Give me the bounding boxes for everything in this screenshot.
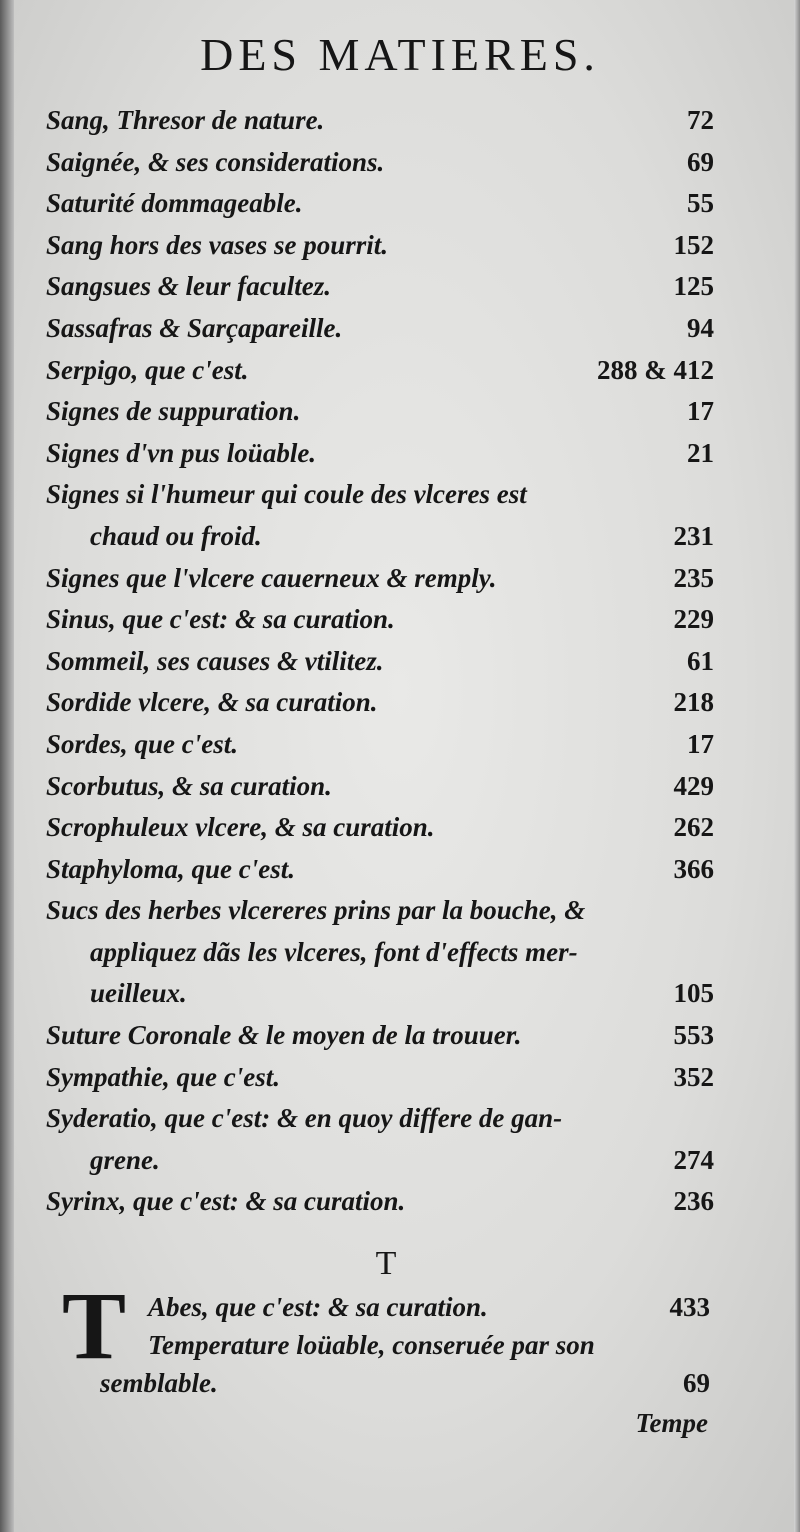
index-entry [46, 142, 714, 184]
index-entry [46, 1057, 714, 1099]
index-entry [46, 558, 714, 600]
index-entry-continuation [46, 932, 714, 974]
section-t-entries [60, 1272, 710, 1402]
running-head: DES MATIERES. [200, 29, 600, 80]
index-entry [46, 391, 714, 433]
entry-text: Sassafras & Sarçapareille. [46, 312, 343, 343]
entry-text: Temperature loüable, conseruée par son [148, 1330, 595, 1360]
entry-text: Sang hors des vases se pourrit. [46, 229, 389, 260]
entry-page: 229 [673, 604, 714, 635]
index-entry [46, 183, 714, 225]
entry-text: Suture Coronale & le moyen de la trouuer. [46, 1020, 522, 1051]
index-entry [46, 766, 714, 808]
entry-text: Sucs des herbes vlcereres prins par la bouche, & [46, 895, 586, 926]
index-entry [46, 724, 714, 766]
index-entry [60, 1288, 710, 1326]
entry-page: 69 [687, 146, 714, 177]
entry-text: Signes de suppuration. [46, 396, 301, 427]
entry-text: Syderatio, que c'est: & en quoy differe de gan- [46, 1103, 563, 1134]
entry-text: Serpigo, que c'est. [46, 354, 249, 385]
entry-text: chaud ou froid. [90, 520, 262, 551]
index-entry [46, 890, 714, 932]
entry-page: 125 [673, 271, 714, 302]
index-entry-continuation [46, 516, 714, 558]
entry-page: 94 [687, 312, 714, 343]
index-entry [46, 1098, 714, 1140]
entry-text: Signes que l'vlcere cauerneux & remply. [46, 562, 497, 593]
entry-text: Saturité dommageable. [46, 188, 303, 219]
entry-text: Signes si l'humeur qui coule des vlceres est [46, 479, 527, 510]
index-entry [46, 225, 714, 267]
drop-cap: T [62, 1272, 127, 1379]
entry-page: 236 [673, 1186, 714, 1217]
index-entry [46, 100, 714, 142]
entry-page: 553 [673, 1020, 714, 1051]
index-entry [60, 1326, 710, 1364]
entry-text: Sang, Thresor de nature. [46, 105, 325, 135]
entry-page: 17 [687, 728, 714, 759]
entry-text: Sinus, que c'est: & sa curation. [46, 604, 395, 635]
entry-text: Abes, que c'est: & sa curation. [148, 1292, 488, 1322]
entry-text: appliquez dãs les vlceres, font d'effects mer- [90, 936, 578, 967]
index-entry [46, 807, 714, 849]
index-entry-continuation [60, 1364, 710, 1402]
entry-text: Sympathie, que c'est. [46, 1061, 280, 1092]
index-entry [46, 599, 714, 641]
entry-text: Saignée, & ses considerations. [46, 146, 385, 177]
entry-text: Sangsues & leur facultez. [46, 271, 332, 302]
entry-page: 262 [673, 812, 714, 843]
index-entries [46, 100, 714, 1223]
entry-page: 69 [683, 1368, 710, 1398]
index-entry-continuation [46, 1140, 714, 1182]
page-gutter-shadow [0, 0, 14, 1532]
index-entry [46, 641, 714, 683]
entry-page: 274 [673, 1144, 714, 1175]
index-entry [46, 350, 714, 392]
entry-page: 231 [673, 520, 714, 551]
entry-page: 352 [673, 1061, 714, 1092]
entry-page: 72 [687, 105, 714, 135]
index-entry-continuation [46, 973, 714, 1015]
entry-page: 433 [669, 1292, 710, 1322]
index-entry [46, 849, 714, 891]
entry-text: Scrophuleux vlcere, & sa curation. [46, 812, 435, 843]
entry-text: Signes d'vn pus loüable. [46, 437, 317, 468]
index-entry [46, 474, 714, 516]
entry-text: Syrinx, que c'est: & sa curation. [46, 1186, 406, 1217]
entry-page: 61 [687, 645, 714, 676]
index-entry [46, 308, 714, 350]
entry-page: 17 [687, 396, 714, 427]
index-entry [46, 1015, 714, 1057]
index-entry [46, 433, 714, 475]
entry-text: Scorbutus, & sa curation. [46, 770, 332, 801]
entry-text: Sordide vlcere, & sa curation. [46, 687, 378, 718]
entry-page: 152 [673, 229, 714, 260]
entry-text: ueilleux. [90, 978, 187, 1009]
entry-text: Staphyloma, que c'est. [46, 853, 295, 884]
catchword: Tempe [635, 1408, 708, 1438]
entry-page: 55 [687, 188, 714, 219]
index-entry [46, 682, 714, 724]
page-edge [794, 0, 800, 1532]
entry-text: Sommeil, ses causes & vtilitez. [46, 645, 384, 676]
index-entry [46, 266, 714, 308]
entry-text: Sordes, que c'est. [46, 728, 238, 759]
entry-text: grene. [90, 1144, 160, 1175]
entry-page: 235 [673, 562, 714, 593]
entry-text: semblable. [100, 1368, 218, 1398]
entry-page: 429 [673, 770, 714, 801]
entry-page: 105 [673, 978, 714, 1009]
section-letter: T [375, 1245, 397, 1282]
entry-page: 288 & 412 [597, 354, 714, 385]
entry-page: 366 [673, 853, 714, 884]
entry-page: 21 [687, 437, 714, 468]
index-entry [46, 1181, 714, 1223]
entry-page: 218 [673, 687, 714, 718]
